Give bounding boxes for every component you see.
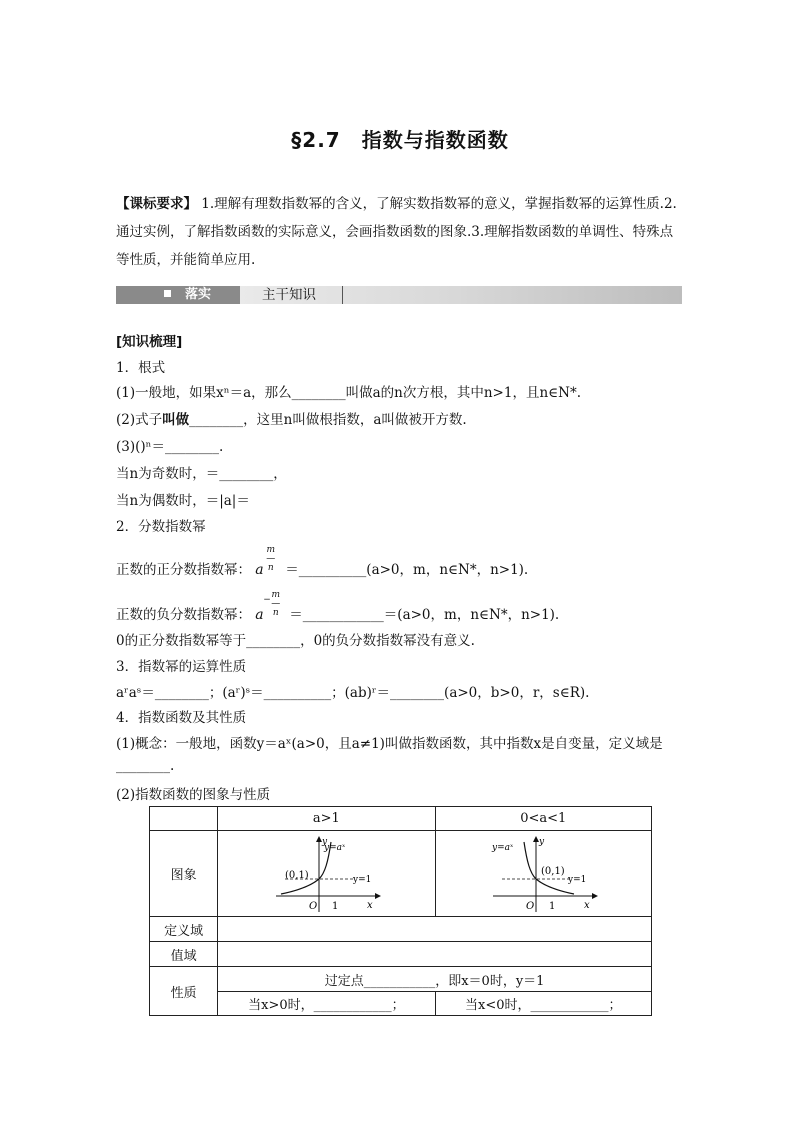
power-expression: a m — n [255, 545, 276, 578]
graph-increasing-cell [218, 831, 435, 917]
s1-line1: (1)一般地，如果xⁿ＝a，那么________叫做a的n次方根，其中n>1，且n∈N*. [116, 385, 582, 401]
section-banner [116, 286, 682, 304]
graph1-func-label: y=aˣ [324, 842, 346, 853]
graph1-origin-label: O [309, 900, 318, 912]
s4-line3: (2)指数函数的图象与性质 [116, 787, 271, 803]
s2-line1-rest: ＝__________(a>0，m，n∈N*，n>1). [285, 562, 529, 578]
banner-tag-label: 落实 [185, 287, 212, 302]
s1-line2-a: (2)式子 [116, 412, 163, 428]
banner-divider [342, 286, 343, 304]
graph2-hline-label: y=1 [568, 874, 587, 885]
square-icon [164, 290, 171, 297]
graph2-func-label: y=aˣ [492, 842, 514, 853]
right-condition-cell: 当x<0时，____________； [435, 992, 651, 1016]
col-header-a-lt-1: 0<a<1 [435, 807, 651, 831]
row-label-props: 性质 [150, 967, 218, 1016]
s2-line3: 0的正分数指数幂等于________，0的负分数指数幂没有意义. [116, 633, 475, 649]
s2-line1-label: 正数的正分数指数幂： [116, 562, 251, 578]
increasing-exponential-graph [271, 834, 381, 914]
banner-tag [116, 286, 240, 304]
page-title: §2.7 指数与指数函数 [291, 128, 509, 152]
s1-line5: 当n为偶数时，＝|a|＝ [116, 493, 250, 509]
range-cell [218, 942, 652, 967]
col-header-a-gt-1: a>1 [218, 807, 435, 831]
domain-cell [218, 917, 652, 942]
s2-line2-label: 正数的负分数指数幂： [116, 607, 251, 623]
graph-decreasing-cell [435, 831, 651, 917]
graph1-point-label: (0,1) [285, 869, 310, 881]
row-label-graph: 图象 [150, 831, 218, 917]
graph2-origin-label: O [526, 900, 535, 912]
row-label-range: 值域 [150, 942, 218, 967]
neg-power-expression: a − m — n [255, 590, 281, 623]
s1-line2-c: ________，这里n叫做根指数，a叫做被开方数. [189, 412, 467, 428]
graph2-one-label: 1 [549, 900, 556, 912]
fixed-point-cell: 过定点___________，即x＝0时，y＝1 [218, 967, 652, 992]
graph1-hline-label: y=1 [353, 874, 372, 885]
requirements-label: 【课标要求】 [116, 196, 197, 212]
s2-title: 2．分数指数幂 [116, 519, 206, 535]
graph2-y-label: y [539, 836, 545, 847]
s4-line2: ________. [116, 758, 175, 774]
s3-line1: aʳaˢ＝________；(aʳ)ˢ＝__________；(ab)ʳ＝________(a>0，b>0，r，s∈R). [116, 685, 590, 701]
knowledge-heading: [知识梳理] [116, 334, 183, 350]
s3-title: 3．指数幂的运算性质 [116, 659, 247, 675]
s2-line1 [116, 545, 529, 578]
s2-line2-rest: ＝____________＝(a>0，m，n∈N*，n>1). [289, 607, 560, 623]
s2-line2 [116, 590, 560, 623]
decreasing-exponential-graph [488, 834, 598, 914]
graph1-y-label: y [322, 836, 328, 847]
requirements-paragraph [116, 190, 686, 274]
row-label-domain: 定义域 [150, 917, 218, 942]
s1-title: 1．根式 [116, 360, 166, 376]
s1-line2 [116, 408, 467, 428]
banner-label: 主干知识 [262, 287, 316, 303]
left-condition-cell: 当x>0时，____________； [218, 992, 435, 1016]
exponential-properties-table [149, 806, 652, 1016]
s4-title: 4．指数函数及其性质 [116, 710, 247, 726]
graph1-x-label: x [367, 899, 373, 911]
s1-line2-b: 叫做 [162, 412, 190, 428]
s4-line1: (1)概念：一般地，函数y＝aˣ(a>0，且a≠1)叫做指数函数，其中指数x是自变量，定义域是 [116, 736, 663, 752]
graph2-x-label: x [584, 899, 590, 911]
requirements-text: 1.理解有理数指数幂的含义，了解实数指数幂的意义，掌握指数幂的运算性质.2.通过实例，了解指数函数的实际意义，会画指数函数的图象.3.理解指数函数的单调性、特殊点等性质，并能简单应用. [116, 196, 677, 268]
graph1-one-label: 1 [332, 900, 339, 912]
graph2-point-label: (0,1) [541, 865, 565, 877]
s1-line3: (3)()ⁿ＝________. [116, 439, 224, 455]
s1-line4: 当n为奇数时，＝________， [116, 466, 287, 482]
